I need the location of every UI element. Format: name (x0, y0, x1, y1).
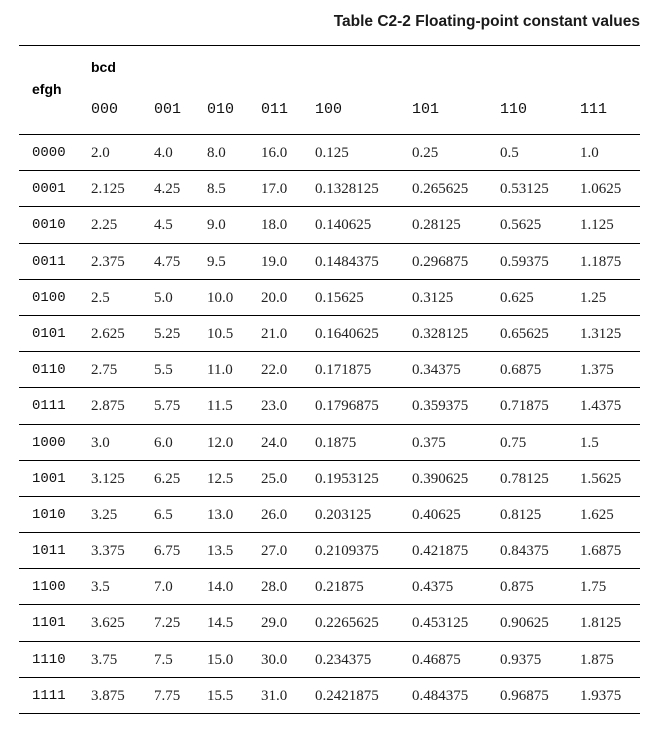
table-cell: 0.40625 (412, 506, 461, 523)
table-cell: 6.0 (154, 434, 173, 451)
table-cell: 0.390625 (412, 470, 469, 487)
table-header (19, 46, 640, 134)
table-row (19, 207, 640, 243)
table-cell: 10.5 (207, 325, 234, 342)
table-cell: 2.5 (91, 289, 110, 306)
table-cell: 0.59375 (500, 253, 549, 270)
table-cell: 13.5 (207, 543, 234, 560)
table-cell: 1.4375 (580, 398, 622, 415)
column-header: 000 (91, 101, 119, 118)
table-cell: 3.5 (91, 579, 110, 596)
column-header: 100 (315, 101, 343, 118)
table-cell: 15.0 (207, 651, 234, 668)
table-cell: 12.0 (207, 434, 234, 451)
table-cell: 3.0 (91, 434, 110, 451)
row-key-cell: 1111 (32, 687, 66, 704)
table-cell: 30.0 (261, 651, 288, 668)
table-cell: 0.3125 (412, 289, 454, 306)
row-key-cell: 0001 (32, 181, 66, 198)
table-row (19, 461, 640, 497)
table-cell: 2.125 (91, 181, 125, 198)
table-cell: 0.375 (412, 434, 446, 451)
table-cell: 19.0 (261, 253, 288, 270)
column-header: 001 (154, 101, 182, 118)
table-cell: 11.5 (207, 398, 233, 415)
table-cell: 0.65625 (500, 325, 549, 342)
table-cell: 7.75 (154, 687, 181, 704)
table-cell: 2.875 (91, 398, 125, 415)
table-cell: 0.78125 (500, 470, 549, 487)
table-cell: 0.96875 (500, 687, 549, 704)
table-cell: 7.0 (154, 579, 173, 596)
table-row (19, 605, 640, 641)
table-cell: 1.9375 (580, 687, 622, 704)
table-cell: 0.875 (500, 579, 534, 596)
table-cell: 4.75 (154, 253, 181, 270)
table-cell: 0.90625 (500, 615, 549, 632)
table-cell: 0.2109375 (315, 543, 379, 560)
table-cell: 0.1796875 (315, 398, 379, 415)
table-row (19, 642, 640, 678)
table-cell: 4.5 (154, 217, 173, 234)
table-cell: 20.0 (261, 289, 288, 306)
row-key-cell: 0010 (32, 217, 66, 234)
table-cell: 0.15625 (315, 289, 364, 306)
table-cell: 14.0 (207, 579, 234, 596)
row-key-cell: 1100 (32, 579, 66, 596)
table-cell: 1.3125 (580, 325, 622, 342)
table-cell: 0.421875 (412, 543, 469, 560)
row-key-cell: 1101 (32, 615, 66, 632)
table-cell: 0.6875 (500, 362, 542, 379)
table-cell: 3.375 (91, 543, 125, 560)
row-divider (19, 713, 640, 714)
table-cell: 1.875 (580, 651, 614, 668)
table-cell: 6.75 (154, 543, 181, 560)
table-cell: 0.125 (315, 145, 349, 161)
table-cell: 6.25 (154, 470, 181, 487)
table-cell: 0.140625 (315, 217, 372, 234)
table-cell: 17.0 (261, 181, 288, 198)
row-key-cell: 0111 (32, 398, 66, 415)
table-cell: 0.234375 (315, 651, 372, 668)
table-caption: Table C2-2 Floating-point constant values (333, 13, 640, 30)
table-cell: 0.8125 (500, 506, 542, 523)
table-row (19, 497, 640, 533)
column-header: 011 (261, 101, 289, 118)
table-cell: 3.25 (91, 506, 118, 523)
table-cell: 5.25 (154, 325, 181, 342)
row-key-cell: 1010 (32, 506, 66, 523)
table-cell: 2.625 (91, 325, 125, 342)
table-row (19, 171, 640, 207)
table-cell: 13.0 (207, 506, 234, 523)
table-cell: 18.0 (261, 217, 288, 234)
table-cell: 1.75 (580, 579, 607, 596)
row-key-cell: 0000 (32, 145, 66, 161)
table-cell: 1.1875 (580, 253, 622, 270)
row-key-cell: 0011 (32, 253, 66, 270)
table-cell: 27.0 (261, 543, 288, 560)
table-cell: 0.1640625 (315, 325, 379, 342)
table-cell: 25.0 (261, 470, 288, 487)
table-row (19, 135, 640, 171)
table-cell: 0.1953125 (315, 470, 379, 487)
table-body (19, 135, 640, 714)
column-header: 010 (207, 101, 235, 118)
table-cell: 29.0 (261, 615, 288, 632)
table-cell: 2.25 (91, 217, 118, 234)
table-cell: 6.5 (154, 506, 173, 523)
table-cell: 1.6875 (580, 543, 622, 560)
table-cell: 0.34375 (412, 362, 461, 379)
table-row (19, 678, 640, 714)
row-key-cell: 1110 (32, 651, 66, 668)
constants-table (19, 45, 640, 714)
table-cell: 2.75 (91, 362, 118, 379)
table-cell: 26.0 (261, 506, 288, 523)
table-cell: 1.25 (580, 289, 607, 306)
table-cell: 0.9375 (500, 651, 542, 668)
column-group-label: bcd (91, 59, 116, 75)
table-cell: 0.484375 (412, 687, 469, 704)
row-key-cell: 1011 (32, 543, 66, 560)
table-cell: 23.0 (261, 398, 288, 415)
table-cell: 11.0 (207, 362, 233, 379)
table-cell: 0.53125 (500, 181, 549, 198)
table-cell: 1.5 (580, 434, 599, 451)
table-cell: 22.0 (261, 362, 288, 379)
table-cell: 0.2265625 (315, 615, 379, 632)
row-key-cell: 0110 (32, 362, 66, 379)
table-cell: 0.71875 (500, 398, 549, 415)
table-cell: 1.375 (580, 362, 614, 379)
table-cell: 21.0 (261, 325, 288, 342)
table-cell: 1.0625 (580, 181, 622, 198)
table-cell: 1.8125 (580, 615, 622, 632)
table-cell: 0.453125 (412, 615, 469, 632)
table-cell: 1.125 (580, 217, 614, 234)
table-row (19, 280, 640, 316)
table-row (19, 244, 640, 280)
table-cell: 0.1328125 (315, 181, 379, 198)
table-cell: 0.28125 (412, 217, 461, 234)
table-row (19, 388, 640, 424)
table-cell: 0.4375 (412, 579, 454, 596)
table-row (19, 425, 640, 461)
table-cell: 28.0 (261, 579, 288, 596)
table-row (19, 569, 640, 605)
table-cell: 1.0 (580, 145, 599, 161)
table-cell: 16.0 (261, 145, 288, 161)
table-cell: 3.625 (91, 615, 125, 632)
table-cell: 5.5 (154, 362, 173, 379)
column-header: 111 (580, 101, 608, 118)
table-cell: 31.0 (261, 687, 288, 704)
row-key-cell: 1001 (32, 470, 66, 487)
table-cell: 8.5 (207, 181, 226, 198)
table-cell: 1.625 (580, 506, 614, 523)
table-cell: 5.75 (154, 398, 181, 415)
table-cell: 0.328125 (412, 325, 469, 342)
table-cell: 0.1484375 (315, 253, 379, 270)
table-cell: 8.0 (207, 145, 226, 161)
table-cell: 7.25 (154, 615, 181, 632)
table-cell: 0.1875 (315, 434, 357, 451)
table-row (19, 533, 640, 569)
row-key-cell: 0101 (32, 325, 66, 342)
table-cell: 3.875 (91, 687, 125, 704)
table-cell: 0.296875 (412, 253, 469, 270)
table-row (19, 316, 640, 352)
table-cell: 3.125 (91, 470, 125, 487)
table-cell: 12.5 (207, 470, 234, 487)
table-cell: 9.0 (207, 217, 226, 234)
table-cell: 10.0 (207, 289, 234, 306)
table-cell: 0.171875 (315, 362, 372, 379)
table-cell: 0.203125 (315, 506, 372, 523)
table-cell: 2.0 (91, 145, 110, 161)
table-cell: 0.625 (500, 289, 534, 306)
table-cell: 0.5625 (500, 217, 542, 234)
table-cell: 0.25 (412, 145, 439, 161)
table-cell: 7.5 (154, 651, 173, 668)
table-cell: 0.265625 (412, 181, 469, 198)
table-cell: 0.359375 (412, 398, 469, 415)
row-header-label: efgh (32, 81, 62, 97)
table-row (19, 352, 640, 388)
column-header: 110 (500, 101, 528, 118)
table-cell: 24.0 (261, 434, 288, 451)
table-cell: 4.25 (154, 181, 181, 198)
table-cell: 1.5625 (580, 470, 622, 487)
column-header: 101 (412, 101, 440, 118)
table-cell: 14.5 (207, 615, 234, 632)
row-key-cell: 0100 (32, 289, 66, 306)
table-cell: 4.0 (154, 145, 173, 161)
row-key-cell: 1000 (32, 434, 66, 451)
table-cell: 0.21875 (315, 579, 364, 596)
table-cell: 2.375 (91, 253, 125, 270)
table-cell: 0.5 (500, 145, 519, 161)
table-cell: 5.0 (154, 289, 173, 306)
table-cell: 9.5 (207, 253, 226, 270)
table-cell: 0.84375 (500, 543, 549, 560)
table-cell: 0.75 (500, 434, 527, 451)
table-cell: 15.5 (207, 687, 234, 704)
table-cell: 0.46875 (412, 651, 461, 668)
table-cell: 0.2421875 (315, 687, 379, 704)
table-cell: 3.75 (91, 651, 118, 668)
